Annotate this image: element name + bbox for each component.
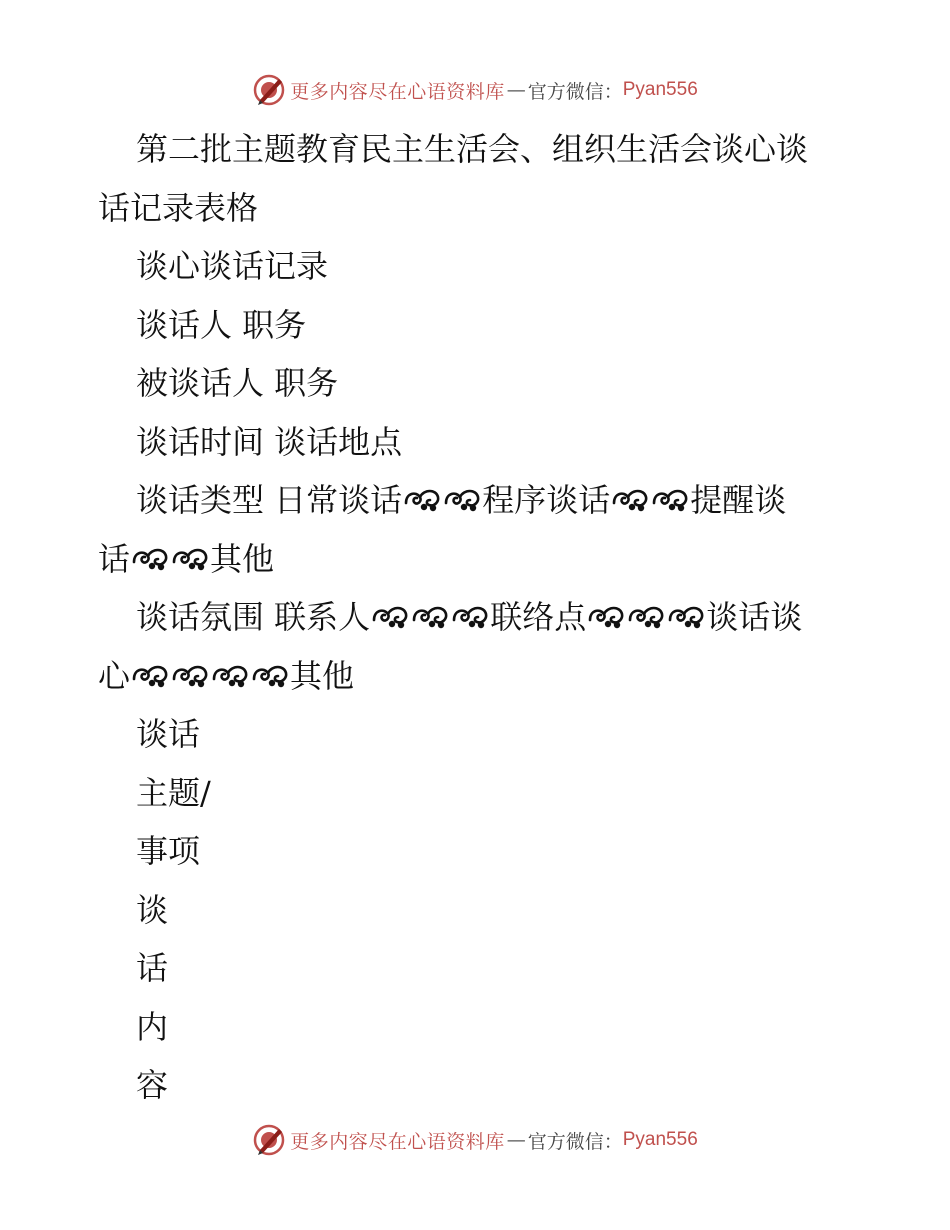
content-label-4: 容	[136, 1066, 169, 1104]
topic-label-1: 谈话	[136, 715, 201, 753]
atm-option-liaison: 联络点	[490, 598, 587, 636]
banner-text: 更多内容尽在心语资料库	[290, 1130, 505, 1153]
type-option-reminder: 提醒谈	[690, 481, 787, 519]
row-time-place: 谈话时间 谈话地点	[136, 422, 403, 461]
ornament-symbol-icon	[170, 651, 210, 683]
row-atmosphere-cont	[98, 647, 858, 706]
content-label-2: 话	[136, 949, 169, 987]
banner-wechat-id: Pyan556	[622, 79, 698, 100]
document-body	[98, 120, 858, 1115]
ornament-symbol-icon	[450, 592, 490, 624]
row-talkee: 被谈话人 职务	[136, 364, 339, 402]
footer-banner	[0, 1120, 950, 1160]
atm-option-other: 其他	[290, 656, 355, 695]
ornament-symbol-icon	[370, 592, 410, 624]
ornament-symbol-icon	[610, 475, 650, 507]
type-option-procedure: 程序谈话	[482, 481, 611, 519]
ornament-symbol-icon	[442, 475, 482, 507]
atm-option-heart-talk: 谈话谈	[706, 598, 803, 636]
ornament-symbol-icon	[130, 534, 170, 566]
banner-wechat-label: 官方微信：	[527, 1130, 623, 1153]
atm-label: 谈话氛围 联系人	[136, 598, 371, 636]
type-option-other: 其他	[210, 539, 275, 578]
row-talker: 谈话人 职务	[136, 305, 307, 344]
ornament-symbol-icon	[650, 475, 690, 507]
ornament-symbol-icon	[626, 592, 666, 624]
banner-text: 更多内容尽在心语资料库	[290, 80, 505, 103]
row-talk-type-cont	[98, 530, 858, 589]
row-atmosphere	[98, 588, 858, 647]
atm-cont-text: 心	[98, 656, 131, 695]
ornament-symbol-icon	[410, 592, 450, 624]
ornament-symbol-icon	[666, 592, 706, 624]
red-pen-logo-icon	[252, 73, 286, 107]
banner-wechat-label: 官方微信：	[527, 80, 623, 103]
ornament-symbol-icon	[250, 651, 290, 683]
doc-title-line2: 话记录表格	[98, 188, 259, 227]
banner-separator: —	[506, 79, 526, 101]
type-cont-text: 话	[98, 539, 131, 578]
ornament-symbol-icon	[170, 534, 210, 566]
banner-wechat-id: Pyan556	[622, 1129, 698, 1150]
ornament-symbol-icon	[586, 592, 626, 624]
red-pen-logo-icon	[252, 1123, 286, 1157]
type-label: 谈话类型 日常谈话	[136, 481, 403, 519]
header-banner	[0, 70, 950, 110]
row-talk-type	[98, 471, 858, 530]
topic-label-3: 事项	[136, 832, 201, 870]
doc-title-line1: 第二批主题教育民主生活会、组织生活会谈心谈	[136, 130, 809, 168]
topic-label-2: 主题/	[136, 773, 211, 812]
ornament-symbol-icon	[402, 475, 442, 507]
content-label-3: 内	[136, 1007, 169, 1046]
doc-subtitle: 谈心谈话记录	[136, 247, 329, 285]
ornament-symbol-icon	[210, 651, 250, 683]
content-label-1: 谈	[136, 890, 169, 929]
ornament-symbol-icon	[130, 651, 170, 683]
banner-separator: —	[506, 1129, 526, 1151]
